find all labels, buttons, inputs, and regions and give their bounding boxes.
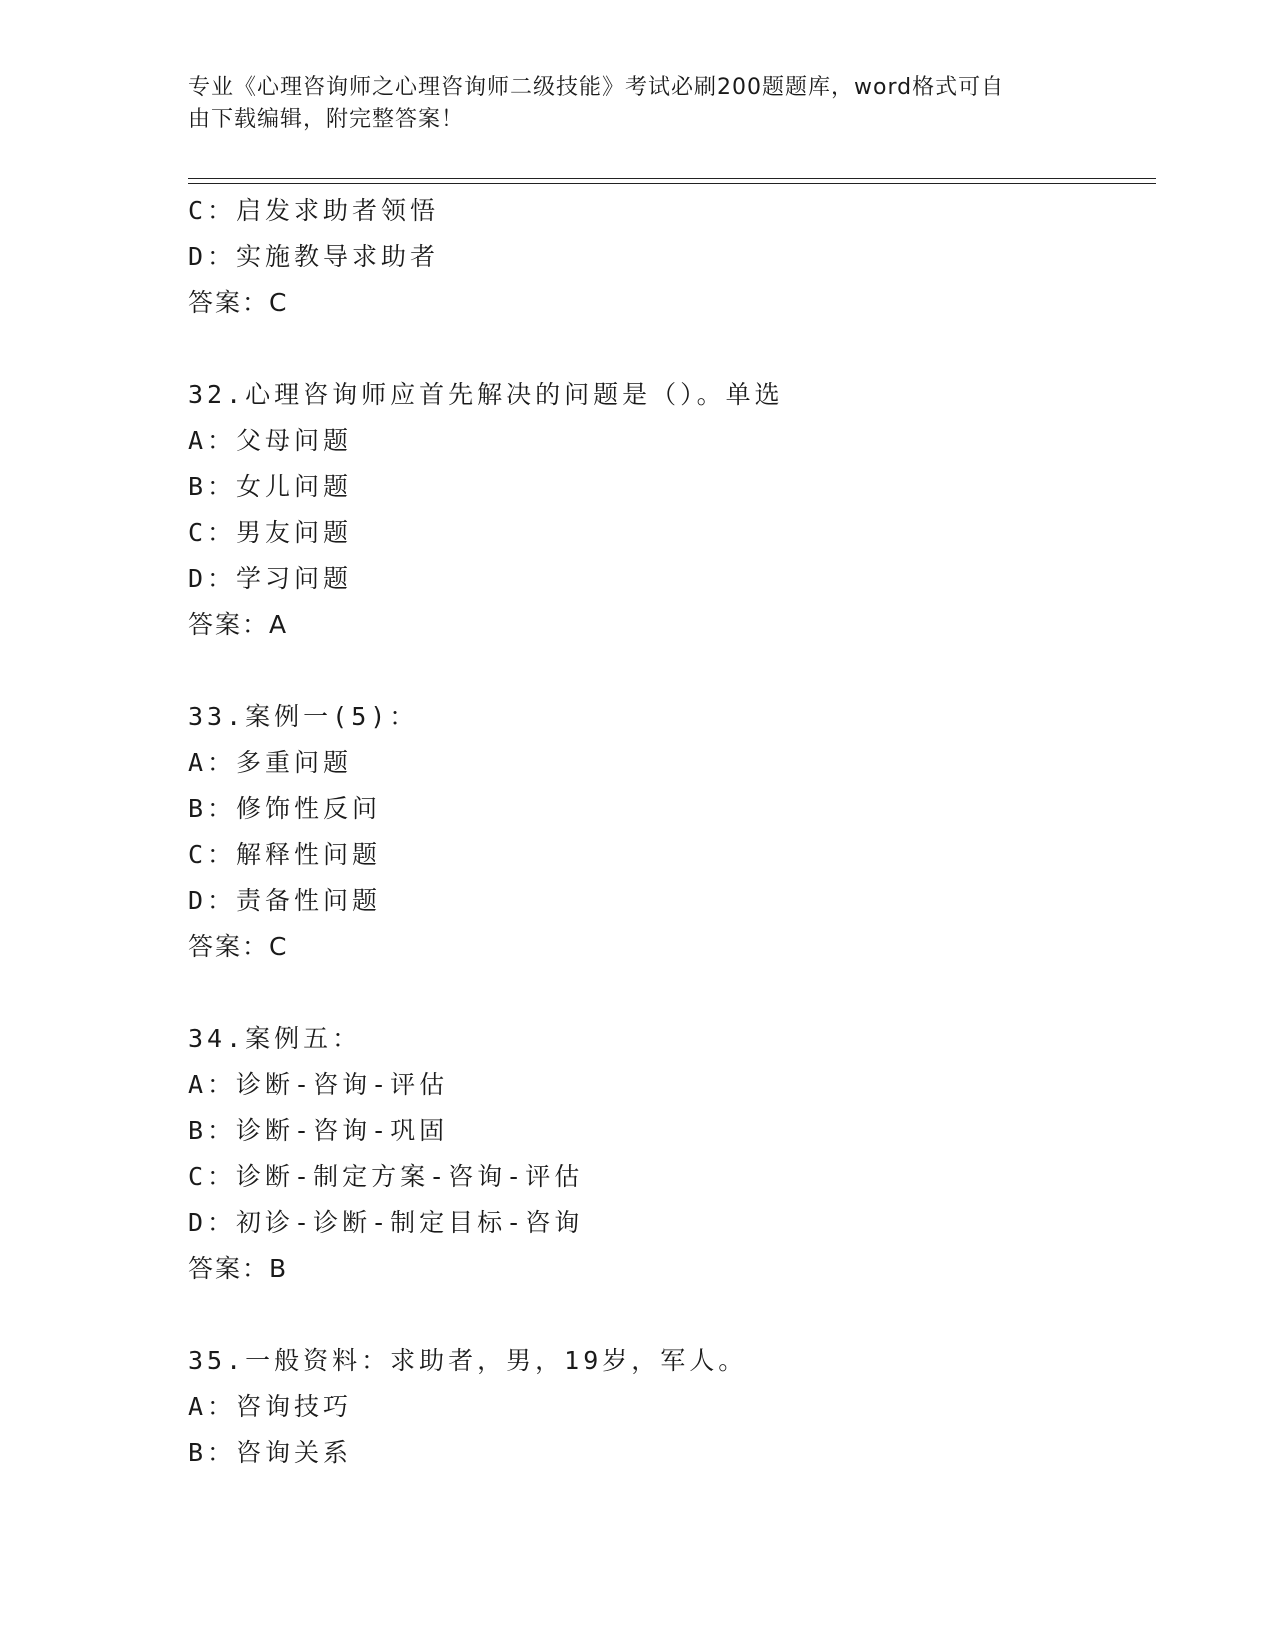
option-a: A：诊断-咨询-评估 <box>188 1070 449 1099</box>
spacer <box>188 326 1148 372</box>
option-d: D：初诊-诊断-制定目标-咨询 <box>188 1208 584 1237</box>
option-a: A：父母问题 <box>188 426 353 455</box>
option-c: C：解释性问题 <box>188 840 382 869</box>
header-line-2: 由下载编辑，附完整答案！ <box>188 107 465 132</box>
option-d: D：责备性问题 <box>188 886 382 915</box>
option-c: C：男友问题 <box>188 518 353 547</box>
answer-label: 答案：C <box>188 288 289 317</box>
question-32-stem: 32.心理咨询师应首先解决的问题是（）。单选 <box>188 380 784 409</box>
answer-label: 答案：C <box>188 932 289 961</box>
option-c: C：诊断-制定方案-咨询-评估 <box>188 1162 584 1191</box>
option-b: B：女儿问题 <box>188 472 353 501</box>
header-divider-bottom <box>188 183 1156 184</box>
option-c: C：启发求助者领悟 <box>188 196 440 225</box>
spacer <box>188 648 1148 694</box>
answer-label: 答案：A <box>188 610 289 639</box>
question-34-stem: 34.案例五： <box>188 1024 362 1053</box>
document-header <box>188 72 1088 136</box>
question-35-stem: 35.一般资料：求助者，男，19岁，军人。 <box>188 1346 748 1375</box>
option-d: D：实施教导求助者 <box>188 242 440 271</box>
option-a: A：多重问题 <box>188 748 353 777</box>
spacer <box>188 1292 1148 1338</box>
option-b: B：修饰性反问 <box>188 794 382 823</box>
question-33-stem: 33.案例一(5)： <box>188 702 419 731</box>
header-line-1: 专业《心理咨询师之心理咨询师二级技能》考试必刷200题题库，word格式可自 <box>188 75 1005 100</box>
question-list <box>188 188 1148 1476</box>
option-a: A：咨询技巧 <box>188 1392 353 1421</box>
spacer <box>188 970 1148 1016</box>
option-b: B：咨询关系 <box>188 1438 353 1467</box>
answer-label: 答案：B <box>188 1254 289 1283</box>
header-divider-top <box>188 178 1156 179</box>
option-b: B：诊断-咨询-巩固 <box>188 1116 449 1145</box>
option-d: D：学习问题 <box>188 564 353 593</box>
